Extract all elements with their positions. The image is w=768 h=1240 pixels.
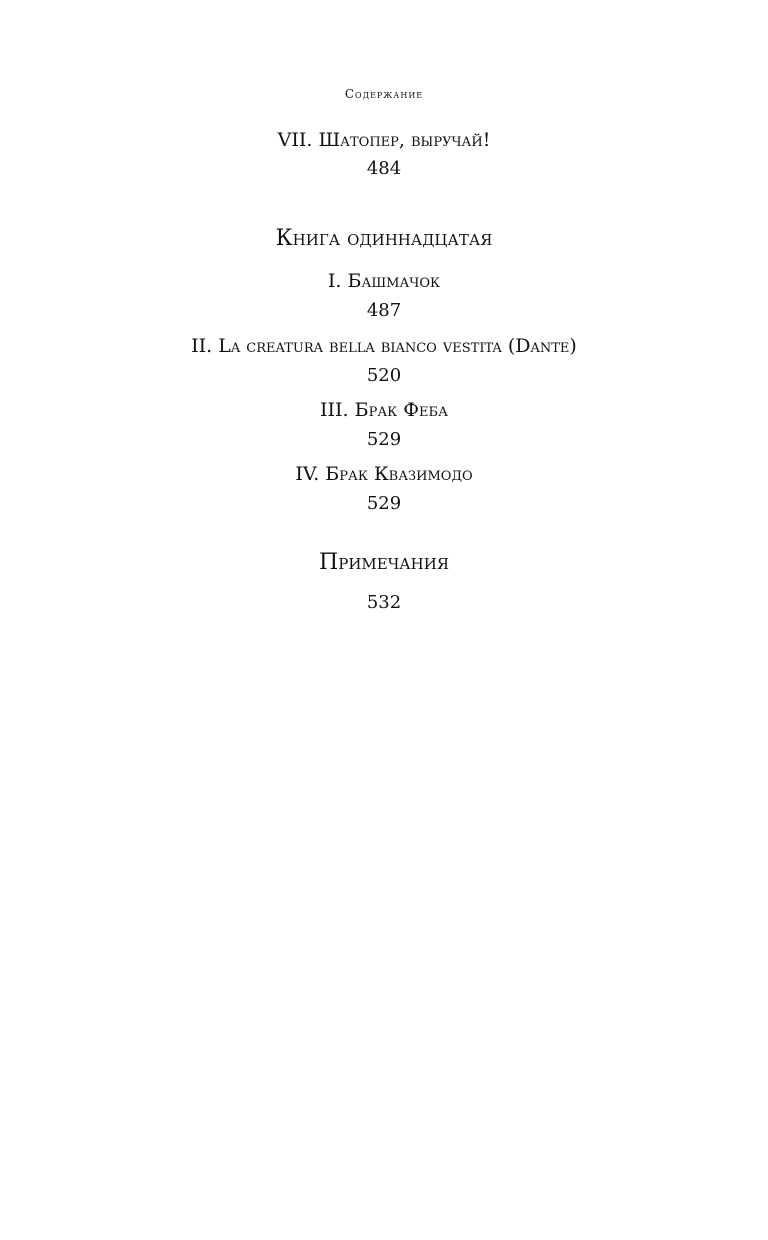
book-heading: Книга одиннадцатая — [275, 226, 493, 251]
toc-entry-title[interactable]: II. La creatura bella bianco vestita (Dante) — [191, 335, 577, 357]
toc-entry-title[interactable]: IV. Брак Квазимодо — [295, 463, 473, 485]
toc-entry-title[interactable]: III. Брак Феба — [320, 399, 448, 421]
notes-heading[interactable]: Примечания — [319, 550, 449, 575]
running-header: Содержание — [344, 87, 424, 101]
toc-entry-page: 484 — [366, 158, 402, 179]
notes-page: 532 — [366, 592, 402, 613]
toc-entry-page: 520 — [366, 365, 402, 386]
toc-entry-page: 529 — [366, 429, 402, 450]
toc-entry-title[interactable]: VII. Шатопер, выручай! — [277, 129, 491, 151]
toc-entry-title[interactable]: I. Башмачок — [327, 270, 441, 292]
toc-entry-page: 529 — [366, 493, 402, 514]
toc-entry-page: 487 — [366, 300, 402, 321]
